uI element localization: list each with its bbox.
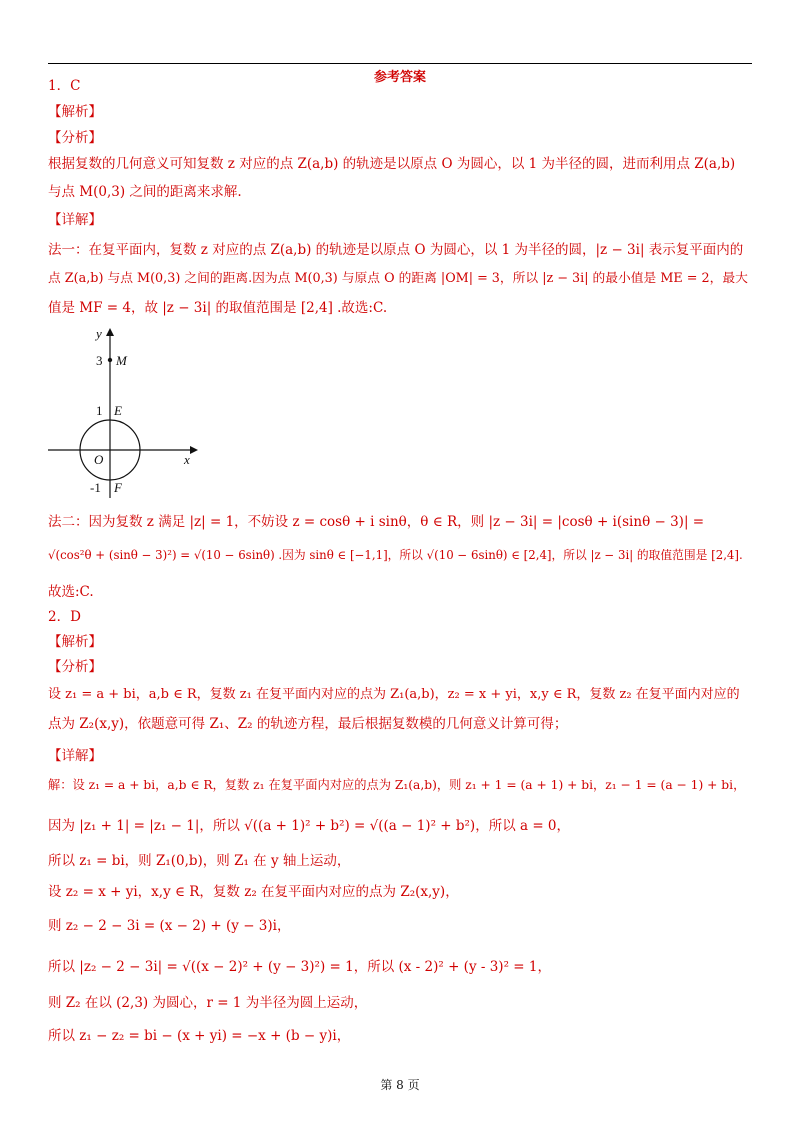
origin-label: O — [94, 452, 104, 467]
answer-line: 则 Z₂ 在以 (2,3) 为圆心，r = 1 为半径为圆上运动， — [48, 995, 368, 1011]
header-rule — [48, 63, 752, 64]
tick-label-neg1: -1 — [90, 480, 101, 495]
answer-line: 点为 Z₂(x,y)，依题意可得 Z₁、Z₂ 的轨迹方程，最后根据复数模的几何意义计算可得； — [48, 716, 568, 732]
tick-label-3: 3 — [96, 353, 103, 368]
page-number: 第 8 页 — [380, 1078, 420, 1092]
answer-line: 与点 M(0,3) 之间的距离来求解. — [48, 184, 242, 200]
point-E-label: E — [114, 403, 122, 418]
answer-line: 2．D — [48, 609, 81, 625]
point-M-label: M — [116, 353, 127, 368]
answer-line: 【详解】 — [48, 748, 102, 764]
answer-line: 设 z₂ = x + yi，x,y ∈ R，复数 z₂ 在复平面内对应的点为 Z₂(x,y)， — [48, 884, 459, 900]
answer-line: 【解析】 — [48, 634, 102, 650]
answer-line: 解：设 z₁ = a + bi，a,b ∈ R，复数 z₁ 在复平面内对应的点为 Z₁(a,b)，则 z₁ + 1 = (a + 1) + bi，z₁ − 1 = (a − 1) + bi， — [48, 778, 746, 792]
answer-line: 法二：因为复数 z 满足 |z| = 1，不妨设 z = cosθ + i sinθ，θ ∈ R，则 |z − 3i| = |cosθ + i(sinθ − 3)| = — [48, 514, 705, 530]
answer-line: 点 Z(a,b) 与点 M(0,3) 之间的距离.因为点 M(0,3) 与原点 O 的距离 |OM| = 3，所以 |z − 3i| 的最小值是 ME = 2，最大 — [48, 271, 748, 286]
answer-line: 所以 |z₂ − 2 − 3i| = √((x − 2)² + (y − 3)²) = 1，所以 (x - 2)² + (y - 3)² = 1， — [48, 959, 551, 975]
page-title: 参考答案 — [373, 70, 426, 85]
x-axis-arrow — [190, 446, 198, 454]
answer-line: 则 z₂ − 2 − 3i = (x − 2) + (y − 3)i， — [48, 918, 291, 934]
unit-circle-figure — [44, 322, 204, 502]
answer-line: 法一：在复平面内，复数 z 对应的点 Z(a,b) 的轨迹是以原点 O 为圆心，以 1 为半径的圆，|z − 3i| 表示复平面内的 — [48, 242, 744, 258]
y-axis-arrow — [106, 328, 114, 336]
point-F-label: F — [114, 480, 122, 495]
tick-label-1: 1 — [96, 403, 103, 418]
answer-line: 【分析】 — [48, 130, 102, 146]
answer-line: 故选:C. — [48, 584, 94, 600]
answer-line: √(cos²θ + (sinθ − 3)²) = √(10 − 6sinθ) .因为 sinθ ∈ [−1,1]，所以 √(10 − 6sinθ) ∈ [2,4]，所以 |z − 3i| 的取值范围是 [2,4]. — [48, 548, 743, 562]
y-axis-label: y — [96, 326, 102, 341]
answer-line: 所以 z₁ − z₂ = bi − (x + yi) = −x + (b − y)i， — [48, 1028, 351, 1044]
answer-line: 【分析】 — [48, 659, 102, 675]
answer-line: 所以 z₁ = bi，则 Z₁(0,b)，则 Z₁ 在 y 轴上运动， — [48, 853, 351, 869]
answer-line: 因为 |z₁ + 1| = |z₁ − 1|，所以 √((a + 1)² + b²) = √((a − 1)² + b²)，所以 a = 0， — [48, 818, 571, 834]
answer-line: 1．C — [48, 78, 81, 94]
answer-line: 设 z₁ = a + bi，a,b ∈ R，复数 z₁ 在复平面内对应的点为 Z₁(a,b)，z₂ = x + yi，x,y ∈ R，复数 z₂ 在复平面内对应的 — [48, 687, 740, 702]
answer-line: 值是 MF = 4，故 |z − 3i| 的取值范围是 [2,4] .故选:C. — [48, 300, 388, 316]
answer-line: 根据复数的几何意义可知复数 z 对应的点 Z(a,b) 的轨迹是以原点 O 为圆心，以 1 为半径的圆，进而利用点 Z(a,b) — [48, 156, 736, 172]
x-axis-label: x — [184, 452, 190, 467]
answer-line: 【详解】 — [48, 212, 102, 228]
answer-line: 【解析】 — [48, 104, 102, 120]
point-M-dot — [108, 358, 112, 362]
